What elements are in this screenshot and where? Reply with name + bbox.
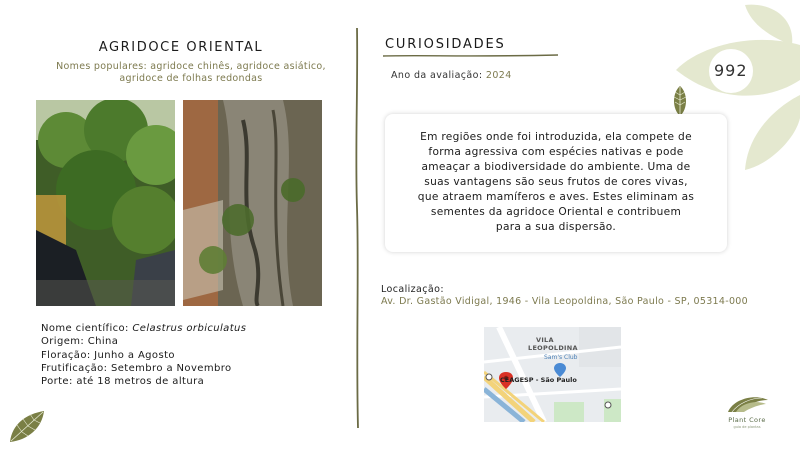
evaluation-year: Ano da avaliação: 2024: [391, 70, 512, 81]
size: Porte: até 18 metros de altura: [41, 376, 205, 388]
logo-name: Plant Core: [728, 416, 766, 424]
location-map[interactable]: VILA LEOPOLDINA Sam's Club CEAGESP - São Paulo: [484, 327, 621, 422]
plant-photo-1: [36, 100, 175, 306]
plant-photo-2: [183, 100, 322, 306]
flowering: Floração: Junho a Agosto: [41, 349, 175, 361]
species-title: AGRIDOCE ORIENTAL: [98, 40, 264, 55]
leaf-icon-bottom: [6, 408, 48, 446]
species-facts: [41, 322, 246, 388]
curiosity-text: Em regiões onde foi introduzida, ela compete de forma agressiva com espécies nativas e pode ameaçar a biodiversidade do ambiente. Uma de suas vantagens são seus frutos de cores vivas, que atraem mamíferos e aves. Estes eliminam as sementes da agridoce Oriental e contribuem para a sua dispersão.: [417, 131, 695, 233]
heading-underline: [383, 53, 558, 59]
location-address[interactable]: Av. Dr. Gastão Vidigal, 1946 - Vila Leopoldina, São Paulo - SP, 05314-000: [381, 296, 748, 307]
leaf-icon: [670, 85, 690, 117]
curiosity-card: [385, 114, 727, 252]
scientific-name: Nome científico: Celastrus orbiculatus: [41, 323, 247, 334]
origin: Origem: China: [41, 336, 119, 348]
fruiting: Frutificação: Setembro a Novembro: [41, 362, 232, 374]
logo-tagline: guia de plantas: [733, 425, 761, 429]
badge-number: 992: [714, 61, 748, 80]
plant-core-logo: [726, 392, 770, 416]
column-divider: [352, 28, 362, 428]
location-label: Localização:: [381, 284, 444, 295]
curiosities-heading: CURIOSIDADES: [385, 37, 506, 52]
popular-names: Nomes populares: agridoce chinês, agridoce asiático, agridoce de folhas redondas: [56, 61, 326, 84]
